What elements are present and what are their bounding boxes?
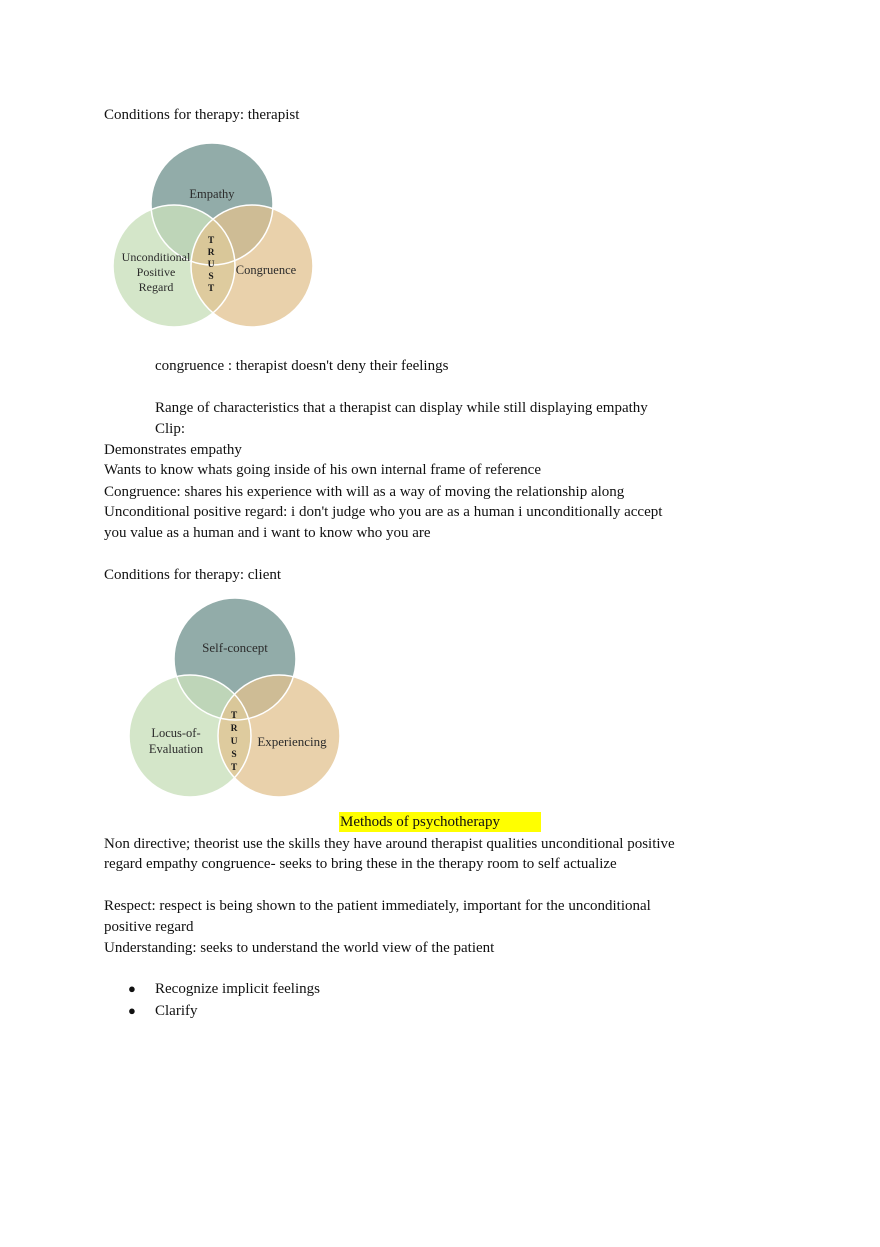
bullet-text: Recognize implicit feelings: [155, 981, 320, 997]
venn-label-positive: Positive: [136, 265, 176, 279]
clip-line: Congruence: shares his experience with will as a way of moving the relationship along: [104, 484, 625, 500]
venn-label-congruence: Congruence: [235, 263, 297, 277]
bullet-icon: ●: [128, 1003, 136, 1018]
venn-label-unconditional: Unconditional: [121, 250, 191, 264]
heading-therapist: Conditions for therapy: therapist: [104, 107, 300, 123]
venn-label-regard: Regard: [138, 280, 174, 294]
trust-letter: T: [230, 711, 238, 721]
clip-line: Unconditional positive regard: i don't judge who you are as a human i unconditionally accept: [104, 504, 663, 520]
methods-heading: Methods of psychotherapy: [339, 812, 541, 832]
respect-line: positive regard: [104, 919, 194, 935]
trust-letter: T: [230, 763, 238, 773]
trust-letter: U: [207, 260, 215, 270]
trust-letter: S: [208, 272, 214, 282]
trust-letter: T: [207, 236, 215, 246]
venn-label-evaluation: Evaluation: [148, 742, 204, 756]
venn-label-self-concept: Self-concept: [202, 640, 268, 655]
venn-diagram-client: [124, 594, 346, 804]
range-note: Range of characteristics that a therapist can display while still displaying empathy: [155, 400, 648, 416]
trust-letter: R: [230, 724, 238, 734]
heading-client: Conditions for therapy: client: [104, 567, 282, 583]
trust-letter: U: [230, 737, 238, 747]
clip-line: Wants to know whats going inside of his own internal frame of reference: [104, 462, 541, 478]
congruence-note: congruence : therapist doesn't deny their feelings: [155, 358, 449, 374]
venn-label-experiencing: Experiencing: [257, 734, 327, 749]
methods-line: regard empathy congruence- seeks to bring these in the therapy room to self actualize: [104, 856, 617, 872]
trust-letter: T: [207, 284, 215, 294]
clip-line: Demonstrates empathy: [104, 442, 242, 458]
clip-line: you value as a human and i want to know who you are: [104, 525, 431, 541]
understanding-line: Understanding: seeks to understand the world view of the patient: [104, 940, 495, 956]
methods-line: Non directive; theorist use the skills they have around therapist qualities unconditional positive: [104, 836, 675, 852]
venn-label-empathy: Empathy: [189, 187, 235, 201]
respect-line: Respect: respect is being shown to the patient immediately, important for the unconditional: [104, 898, 651, 914]
trust-letter: R: [207, 248, 215, 258]
bullet-icon: ●: [128, 981, 136, 996]
venn-label-locus-of: Locus-of-: [151, 726, 201, 740]
trust-letter: S: [231, 750, 237, 760]
clip-label: Clip:: [155, 421, 186, 437]
bullet-text: Clarify: [155, 1003, 198, 1019]
venn-diagram-therapist: [104, 140, 320, 332]
